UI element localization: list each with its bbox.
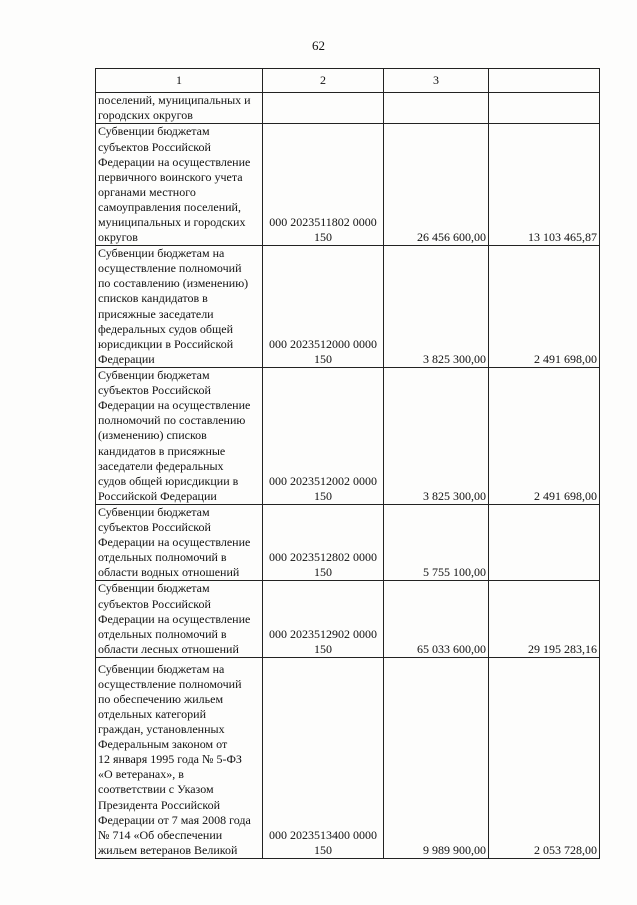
description-line: субъектов Российской: [98, 596, 211, 611]
description-line: Субвенции бюджетам на: [98, 246, 225, 261]
table-row: [96, 93, 600, 124]
header-cell-3: 3: [384, 69, 489, 93]
description-line: Федерации на осуществление: [98, 611, 251, 626]
table-row: [96, 657, 600, 858]
budget-table: [95, 68, 600, 859]
description-line: субъектов Российской: [98, 383, 211, 398]
description-line: самоуправления поселений,: [98, 199, 241, 214]
row-description: [96, 246, 263, 368]
description-line: области лесных отношений: [98, 641, 239, 656]
row-description: [96, 124, 263, 246]
table-row: [96, 124, 600, 246]
amount-planned: 5 755 100,00: [384, 504, 489, 580]
description-line: заседатели федеральных: [98, 458, 224, 473]
description-line: списков кандидатов в: [98, 291, 208, 306]
description-line: осуществление полномочий: [98, 676, 242, 691]
amount-executed: 2 491 698,00: [489, 246, 600, 368]
description-line: Субвенции бюджетам: [98, 504, 210, 519]
description-line: соответствии с Указом: [98, 782, 214, 797]
description-line: юрисдикции в Российской: [98, 336, 234, 351]
description-line: муниципальных и городских: [98, 215, 246, 229]
description-line: по обеспечению жильем: [98, 691, 224, 706]
description-line: кандидатов в присяжные: [98, 443, 226, 458]
description-line: Российской Федерации: [98, 488, 217, 503]
description-line: Федерации на осуществление: [98, 398, 251, 413]
description-line: жильем ветеранов Великой: [98, 842, 238, 857]
budget-code: 000 2023512902 0000 150: [263, 581, 384, 657]
description-line: судов общей юрисдикции в: [98, 473, 239, 488]
budget-code: [263, 93, 384, 124]
amount-executed: [489, 93, 600, 124]
table-row: [96, 581, 600, 657]
description-line: 12 января 1995 года № 5-ФЗ: [98, 752, 242, 767]
description-line: Субвенции бюджетам: [98, 124, 210, 139]
amount-planned: 3 825 300,00: [384, 367, 489, 504]
budget-code: 000 2023513400 0000 150: [263, 657, 384, 858]
description-line: Субвенции бюджетам на: [98, 661, 225, 676]
row-description: [96, 504, 263, 580]
description-line: присяжные заседатели: [98, 306, 214, 321]
description-line: отдельных категорий: [98, 706, 207, 721]
page-number: 62: [312, 38, 325, 53]
amount-planned: 65 033 600,00: [384, 581, 489, 657]
table-row: [96, 246, 600, 368]
table-row: [96, 504, 600, 580]
description-line: Федерации от 7 мая 2008 года: [98, 812, 251, 827]
description-line: Федерации на осуществление: [98, 154, 251, 169]
amount-executed: 13 103 465,87: [489, 124, 600, 246]
amount-planned: 9 989 900,00: [384, 657, 489, 858]
description-line: полномочий по составлению: [98, 413, 246, 428]
description-line: субъектов Российской: [98, 139, 211, 154]
header-cell-1: 1: [96, 69, 263, 93]
budget-code: 000 2023512802 0000 150: [263, 504, 384, 580]
row-description: [96, 367, 263, 504]
description-line: граждан, установленных: [98, 722, 225, 737]
description-line: (изменению) списков: [98, 428, 207, 443]
description-line: поселений, муниципальных и: [98, 93, 251, 107]
description-line: отдельных полномочий в: [98, 550, 227, 565]
amount-planned: 3 825 300,00: [384, 246, 489, 368]
description-line: Президента Российской: [98, 797, 221, 812]
budget-code: 000 2023512002 0000 150: [263, 367, 384, 504]
amount-planned: 26 456 600,00: [384, 124, 489, 246]
description-line: городских округов: [98, 108, 193, 123]
amount-executed: 2 053 728,00: [489, 657, 600, 858]
description-line: осуществление полномочий: [98, 261, 242, 276]
description-line: «О ветеранах», в: [98, 767, 184, 782]
row-description: [96, 93, 263, 124]
header-cell-4: [489, 69, 600, 93]
header-cell-2: 2: [263, 69, 384, 93]
table-header-row: [96, 69, 600, 93]
description-line: округов: [98, 230, 138, 245]
row-description: [96, 581, 263, 657]
description-line: федеральных судов общей: [98, 321, 234, 336]
budget-code: 000 2023512000 0000 150: [263, 246, 384, 368]
description-line: Федерации на осуществление: [98, 535, 251, 550]
description-line: субъектов Российской: [98, 520, 211, 535]
budget-code: 000 2023511802 0000 150: [263, 124, 384, 246]
amount-executed: 2 491 698,00: [489, 367, 600, 504]
description-line: по составлению (изменению): [98, 276, 249, 291]
description-line: Субвенции бюджетам: [98, 368, 210, 383]
description-line: первичного воинского учета: [98, 169, 243, 184]
description-line: Федеральным законом от: [98, 737, 228, 752]
row-description: [96, 657, 263, 858]
description-line: органами местного: [98, 184, 196, 199]
amount-executed: [489, 504, 600, 580]
description-line: Субвенции бюджетам: [98, 581, 210, 596]
description-line: отдельных полномочий в: [98, 626, 227, 641]
amount-planned: [384, 93, 489, 124]
table-row: [96, 367, 600, 504]
description-line: области водных отношений: [98, 565, 240, 580]
amount-executed: 29 195 283,16: [489, 581, 600, 657]
description-line: № 714 «Об обеспечении: [98, 827, 223, 842]
description-line: Федерации: [98, 351, 155, 366]
